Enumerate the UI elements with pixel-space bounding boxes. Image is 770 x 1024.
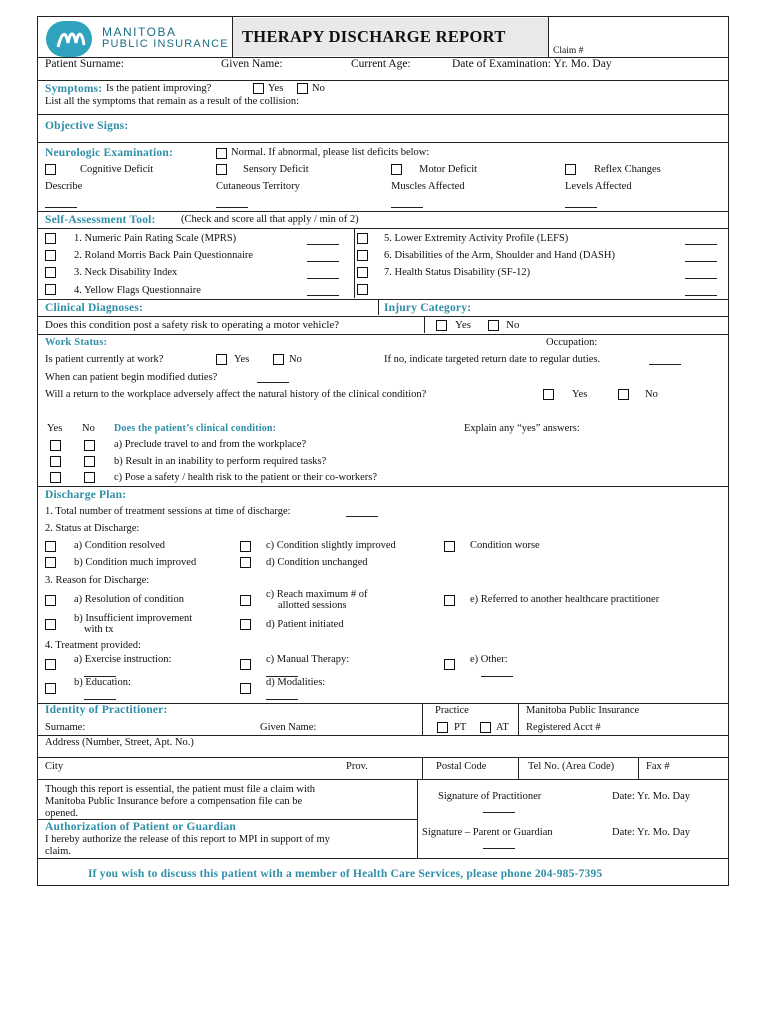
divider <box>37 80 729 81</box>
treat-a-checkbox[interactable] <box>45 659 56 670</box>
reason-c-label-2: allotted sessions <box>278 600 347 611</box>
practitioner-given-label[interactable]: Given Name: <box>260 722 317 733</box>
safety-yes-label: Yes <box>455 319 472 331</box>
sa-item-1-checkbox[interactable] <box>45 233 56 244</box>
divider <box>548 17 549 57</box>
sa-item-7-score[interactable] <box>685 278 717 279</box>
sensory-checkbox[interactable] <box>216 164 227 175</box>
safety-question: Does this condition post a safety risk to operating a motor vehicle? <box>45 319 340 331</box>
symptoms-heading: Symptoms: <box>45 83 103 95</box>
reason-a-label: a) Resolution of condition <box>74 594 184 605</box>
normal-checkbox[interactable] <box>216 148 227 159</box>
date-parent-label[interactable]: Date: Yr. Mo. Day <box>612 827 691 838</box>
sa-item-3-checkbox[interactable] <box>45 267 56 278</box>
address-label[interactable]: Address (Number, Street, Apt. No.) <box>45 737 194 748</box>
return-date-prompt: If no, indicate targeted return date to regular duties. <box>384 354 601 365</box>
condition-b-label: b) Result in an inability to perform required tasks? <box>114 456 327 467</box>
sa-item-6-checkbox[interactable] <box>357 250 368 261</box>
reason-d-label: d) Patient initiated <box>266 619 344 630</box>
modified-duties-prompt: When can patient begin modified duties? <box>45 372 218 383</box>
notice-line-2: Manitoba Public Insurance before a compensation file can be <box>45 796 303 807</box>
sessions-prompt: 1. Total number of treatment sessions at time of discharge: <box>45 506 291 517</box>
cognitive-label: Cognitive Deficit <box>80 164 154 175</box>
mpi-logo-icon <box>46 21 92 57</box>
patient-surname-label[interactable]: Patient Surname: <box>45 58 124 70</box>
motor-checkbox[interactable] <box>391 164 402 175</box>
sa-item-3-score[interactable] <box>307 278 339 279</box>
practice-label: Practice <box>435 705 469 716</box>
treat-e-label: e) Other: <box>470 654 508 665</box>
divider <box>37 757 729 758</box>
practitioner-surname-label[interactable]: Surname: <box>45 722 86 733</box>
at-work-no-label: No <box>289 354 302 365</box>
reason-a-checkbox[interactable] <box>45 595 56 606</box>
reason-e-label: e) Referred to another healthcare practitioner <box>470 594 660 605</box>
improving-no-checkbox[interactable] <box>297 83 308 94</box>
sa-item-3-label: 3. Neck Disability Index <box>74 267 178 278</box>
divider <box>37 858 729 859</box>
divider <box>37 299 729 300</box>
neuro-heading: Neurologic Examination: <box>45 147 174 159</box>
condition-b-yes-checkbox[interactable] <box>50 456 61 467</box>
condition-a-label: a) Preclude travel to and from the workplace? <box>114 439 307 450</box>
at-work-question: Is patient currently at work? <box>45 354 164 365</box>
clinical-diagnoses-heading: Clinical Diagnoses: <box>45 302 144 314</box>
objective-heading: Objective Signs: <box>45 120 129 132</box>
divider <box>378 299 379 315</box>
reason-b-label: b) Insufficient improvement <box>74 613 193 624</box>
status-b-label: b) Condition much improved <box>74 557 197 568</box>
condition-a-yes-checkbox[interactable] <box>50 440 61 451</box>
authorization-heading: Authorization of Patient or Guardian <box>45 821 236 833</box>
reason-c-label: c) Reach maximum # of <box>266 589 368 600</box>
sa-item-4-label: 4. Yellow Flags Questionnaire <box>74 285 201 296</box>
reason-b-checkbox[interactable] <box>45 619 56 630</box>
treat-c-checkbox[interactable] <box>240 659 251 670</box>
footer-contact: If you wish to discuss this patient with a member of Health Care Services, please phone 204-985-7395 <box>88 868 603 880</box>
divider <box>37 316 729 317</box>
treat-d-checkbox[interactable] <box>240 683 251 694</box>
divider <box>37 735 729 736</box>
treatment-prompt: 4. Treatment provided: <box>45 640 141 651</box>
pt-label: PT <box>454 722 467 733</box>
no-column-header: No <box>82 423 95 434</box>
return-date-blank[interactable] <box>649 364 681 365</box>
safety-no-label: No <box>506 319 520 331</box>
condition-c-no-checkbox[interactable] <box>84 472 95 483</box>
treat-c-label: c) Manual Therapy: <box>266 654 350 665</box>
status-a-checkbox[interactable] <box>45 541 56 552</box>
levels-label: Levels Affected <box>565 181 632 192</box>
divider <box>37 486 729 487</box>
notice-line-1: Though this report is essential, the patient must file a claim with <box>45 784 316 795</box>
sa-item-4-checkbox[interactable] <box>45 284 56 295</box>
divider <box>232 17 233 57</box>
divider <box>354 228 355 298</box>
sa-item-6-score[interactable] <box>685 261 717 262</box>
treat-b-blank[interactable] <box>84 699 116 700</box>
divider <box>424 316 425 333</box>
divider <box>37 211 729 212</box>
signature-practitioner-label[interactable]: Signature of Practitioner <box>438 791 542 802</box>
safety-no-checkbox[interactable] <box>488 320 499 331</box>
status-b-checkbox[interactable] <box>45 557 56 568</box>
normal-label: Normal. If abnormal, please list deficits below: <box>231 147 430 158</box>
reflex-checkbox[interactable] <box>565 164 576 175</box>
divider <box>638 757 639 779</box>
treat-b-checkbox[interactable] <box>45 683 56 694</box>
status-d-checkbox[interactable] <box>240 557 251 568</box>
city-label[interactable]: City <box>45 761 64 772</box>
at-work-yes-checkbox[interactable] <box>216 354 227 365</box>
tel-label[interactable]: Tel No. (Area Code) <box>528 761 615 772</box>
practitioner-heading: Identity of Practitioner: <box>45 704 168 716</box>
postal-label[interactable]: Postal Code <box>436 761 487 772</box>
sa-item-4-score[interactable] <box>307 295 339 296</box>
condition-a-no-checkbox[interactable] <box>84 440 95 451</box>
status-c-label: c) Condition slightly improved <box>266 540 396 551</box>
cognitive-checkbox[interactable] <box>45 164 56 175</box>
motor-label: Motor Deficit <box>419 164 478 175</box>
page-title: THERAPY DISCHARGE REPORT <box>242 27 506 46</box>
injury-category-heading: Injury Category: <box>384 302 472 314</box>
status-worse-checkbox[interactable] <box>444 541 455 552</box>
at-work-no-checkbox[interactable] <box>273 354 284 365</box>
condition-b-no-checkbox[interactable] <box>84 456 95 467</box>
treat-d-label: d) Modalities: <box>266 677 326 688</box>
symptoms-list-prompt: List all the symptoms that remain as a result of the collision: <box>45 96 299 107</box>
reason-c-checkbox[interactable] <box>240 595 251 606</box>
at-label: AT <box>496 722 509 733</box>
improving-no-label: No <box>312 83 325 94</box>
levels-blank[interactable] <box>565 207 597 208</box>
adverse-yes-checkbox[interactable] <box>543 389 554 400</box>
sa-item-2-score[interactable] <box>307 261 339 262</box>
mpi-label: Manitoba Public Insurance <box>526 705 640 716</box>
at-checkbox[interactable] <box>480 722 491 733</box>
improving-yes-checkbox[interactable] <box>253 83 264 94</box>
sessions-blank[interactable] <box>346 516 378 517</box>
treat-b-label: b) Education: <box>74 677 131 688</box>
given-name-label[interactable]: Given Name: <box>221 58 283 70</box>
authorization-line-2: claim. <box>45 846 71 857</box>
reflex-label: Reflex Changes <box>594 164 661 175</box>
authorization-line-1: I hereby authorize the release of this report to MPI in support of my <box>45 834 330 845</box>
adverse-question: Will a return to the workplace adversely affect the natural history of the clinical condition? <box>45 389 427 400</box>
fax-label[interactable]: Fax # <box>646 761 670 772</box>
pt-checkbox[interactable] <box>437 722 448 733</box>
divider <box>37 142 729 143</box>
treat-e-blank[interactable] <box>481 676 513 677</box>
prov-label[interactable]: Prov. <box>346 761 368 772</box>
status-prompt: 2. Status at Discharge: <box>45 523 140 534</box>
current-age-label[interactable]: Current Age: <box>351 58 411 70</box>
signature-parent-label[interactable]: Signature – Parent or Guardian <box>422 827 553 838</box>
signature-practitioner-blank[interactable] <box>483 812 515 813</box>
divider <box>37 819 417 820</box>
logo-line1: MANITOBA <box>102 25 177 39</box>
divider <box>37 779 729 780</box>
status-c-checkbox[interactable] <box>240 541 251 552</box>
divider <box>422 757 423 779</box>
reason-d-checkbox[interactable] <box>240 619 251 630</box>
sa-item-2-checkbox[interactable] <box>45 250 56 261</box>
at-work-yes-label: Yes <box>234 354 250 365</box>
divider <box>417 779 418 858</box>
cutaneous-label: Cutaneous Territory <box>216 181 300 192</box>
status-worse-label: Condition worse <box>470 540 540 551</box>
divider <box>518 757 519 779</box>
date-practitioner-label[interactable]: Date: Yr. Mo. Day <box>612 791 691 802</box>
treat-e-checkbox[interactable] <box>444 659 455 670</box>
cutaneous-blank[interactable] <box>216 207 248 208</box>
notice-line-3: opened. <box>45 808 78 819</box>
adverse-no-checkbox[interactable] <box>618 389 629 400</box>
explain-yes-label: Explain any “yes” answers: <box>464 423 580 434</box>
reason-e-checkbox[interactable] <box>444 595 455 606</box>
adverse-yes-label: Yes <box>572 389 588 400</box>
condition-heading: Does the patient’s clinical condition: <box>114 423 277 434</box>
reason-b-label-2: with tx <box>84 624 114 635</box>
sa-item-7-checkbox[interactable] <box>357 267 368 278</box>
describe-label: Describe <box>45 181 83 192</box>
sa-item-7-label: 7. Health Status Disability (SF-12) <box>384 267 531 278</box>
sa-item-8-score[interactable] <box>685 295 717 296</box>
improving-yes-label: Yes <box>268 83 284 94</box>
sa-item-5-label: 5. Lower Extremity Activity Profile (LEFS) <box>384 233 569 244</box>
claim-label: Claim # <box>553 46 584 56</box>
muscles-blank[interactable] <box>391 207 423 208</box>
muscles-label: Muscles Affected <box>391 181 465 192</box>
divider <box>37 228 729 229</box>
condition-c-label: c) Pose a safety / health risk to the patient or their co-workers? <box>114 472 377 483</box>
self-assessment-heading: Self-Assessment Tool: <box>45 214 156 226</box>
reason-prompt: 3. Reason for Discharge: <box>45 575 150 586</box>
adverse-no-label: No <box>645 389 658 400</box>
divider <box>37 114 729 115</box>
sa-item-2-label: 2. Roland Morris Back Pain Questionnaire <box>74 250 254 261</box>
improving-question: Is the patient improving? <box>106 83 212 94</box>
treat-d-blank[interactable] <box>266 699 298 700</box>
sa-item-5-score[interactable] <box>685 244 717 245</box>
divider <box>37 334 729 335</box>
sa-item-1-label: 1. Numeric Pain Rating Scale (MPRS) <box>74 233 237 244</box>
sa-item-1-score[interactable] <box>307 244 339 245</box>
date-of-exam-label[interactable]: Date of Examination: Yr. Mo. Day <box>452 58 612 70</box>
condition-c-yes-checkbox[interactable] <box>50 472 61 483</box>
sa-item-8-checkbox[interactable] <box>357 284 368 295</box>
modified-duties-blank[interactable] <box>257 382 289 383</box>
sa-item-5-checkbox[interactable] <box>357 233 368 244</box>
treat-a-label: a) Exercise instruction: <box>74 654 172 665</box>
self-assessment-note: (Check and score all that apply / min of 2) <box>181 214 359 225</box>
signature-parent-blank[interactable] <box>483 848 515 849</box>
safety-yes-checkbox[interactable] <box>436 320 447 331</box>
divider <box>518 703 519 735</box>
status-d-label: d) Condition unchanged <box>266 557 368 568</box>
registered-acct-label[interactable]: Registered Acct # <box>526 722 601 733</box>
sa-item-6-label: 6. Disabilities of the Arm, Shoulder and Hand (DASH) <box>384 250 615 261</box>
describe-blank[interactable] <box>45 207 77 208</box>
discharge-heading: Discharge Plan: <box>45 489 127 501</box>
yes-column-header: Yes <box>47 423 63 434</box>
status-a-label: a) Condition resolved <box>74 540 165 551</box>
divider <box>422 703 423 735</box>
occupation-label: Occupation: <box>546 337 598 348</box>
work-status-heading: Work Status: <box>45 337 108 348</box>
sensory-label: Sensory Deficit <box>243 164 309 175</box>
logo-line2: PUBLIC INSURANCE <box>102 38 229 50</box>
